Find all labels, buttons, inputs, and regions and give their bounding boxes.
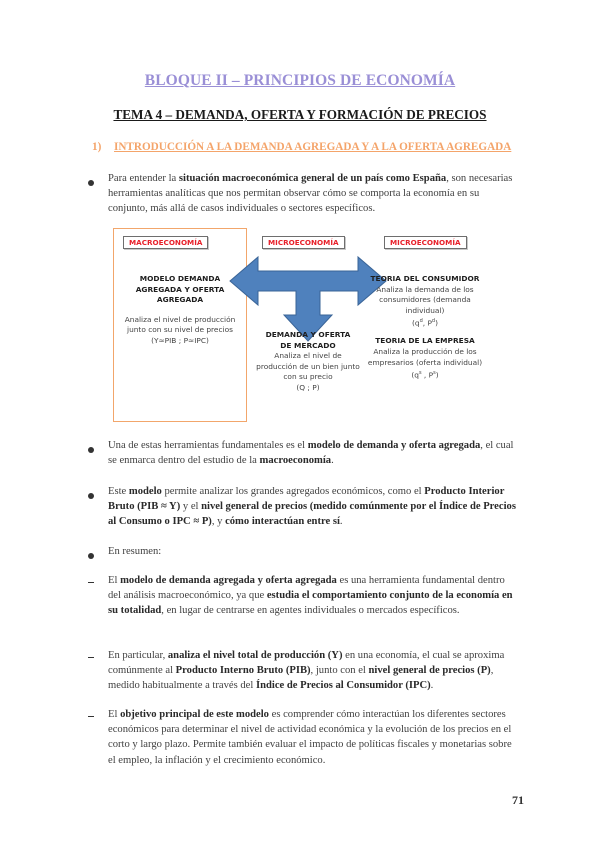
micro-right-tag: MICROECONOMÍA	[384, 236, 467, 249]
firm-theory-desc: Analiza la producción de los empresarios (oferta individual)	[367, 347, 483, 367]
consumer-theory-formula: ($q^d$, $P^d$)	[412, 318, 438, 328]
intro-text-pre: Para entender la	[108, 173, 179, 184]
bullet-paragraph	[108, 484, 518, 530]
text: En resumen:	[108, 546, 162, 557]
section-number: 1)	[92, 141, 102, 153]
micro-center-title-2: DE MERCADO	[280, 340, 336, 350]
firm-theory-formula: ($q^s$ , $P^s$)	[411, 370, 439, 380]
bold-text: nivel general de precios (P)	[368, 665, 491, 677]
page-number: 71	[512, 793, 524, 807]
section-heading	[92, 141, 511, 153]
text: Una de estas herramientas fundamentales es el	[108, 440, 308, 451]
consumer-theory-desc: Analiza la demanda de los consumidores (demanda individual)	[376, 284, 474, 315]
bold-text: modelo de demanda agregada y oferta agregada	[120, 575, 337, 586]
text: y el	[180, 501, 202, 513]
firm-theory-title: TEORIA DE LA EMPRESA	[375, 336, 475, 346]
bold-text: estudia el comportamiento conjunto de la economía en su totalidad	[108, 590, 513, 617]
bullet-icon	[88, 447, 94, 453]
arrow-shape	[230, 257, 386, 341]
section-title: INTRODUCCIÓN A LA DEMANDA AGREGADA Y A LA OFERTA AGREGADA	[114, 141, 512, 153]
text: Este	[108, 486, 129, 497]
bold-text: objetivo principal de este modelo	[120, 709, 269, 720]
macro-title: MODELO DEMANDA AGREGADA Y OFERTA AGREGADA	[135, 274, 225, 305]
text: , junto con el	[310, 665, 369, 677]
text: en una economía, el cual se aproxima comúnmente al	[108, 650, 505, 677]
micro-center-formula: (Q ; P)	[296, 382, 320, 392]
consumer-theory-title: TEORIA DEL CONSUMIDOR	[370, 274, 480, 283]
intro-text-bold: situación macroeconómica general de un país como España	[178, 173, 447, 184]
micro-center-content	[253, 330, 363, 394]
bold-text: nivel general de precios (medido comúnmente por el Índice de Precios al Consumo o IPC ≈ P)	[108, 501, 516, 528]
bold-text: analiza el nivel total de producción (Y)	[167, 650, 343, 661]
dash-paragraph	[108, 707, 518, 768]
intro-paragraph	[108, 171, 518, 217]
macro-content	[117, 274, 243, 347]
bold-text: cómo interactúan entre sí	[225, 516, 340, 528]
bullet-icon	[88, 553, 94, 559]
bold-text: modelo de demanda y oferta agregada	[307, 440, 481, 451]
text: .	[430, 680, 434, 692]
topic-title: TEMA 4 – DEMANDA, OFERTA Y FORMACIÓN DE PRECIOS	[113, 107, 487, 122]
macro-desc: Analiza el nivel de producción junto con su nivel de precios	[124, 314, 236, 335]
macro-formula: (Y≈PIB ; P≈IPC)	[151, 335, 209, 345]
text: El	[108, 709, 121, 720]
micro-center-desc: Analiza el nivel de producción de un bien junto con su precio	[256, 351, 360, 382]
micro-center-tag: MICROECONOMÍA	[262, 236, 345, 249]
text: El	[108, 575, 121, 586]
macro-tag: MACROECONOMÍA	[123, 236, 208, 249]
bold-text: modelo	[128, 486, 162, 497]
bold-text: macroeconomía	[259, 455, 332, 467]
text: , y	[211, 516, 226, 528]
micro-center-title-1: DEMANDA Y OFERTA	[265, 330, 351, 339]
bold-text: Producto Interior Bruto (PIB ≈ Y)	[108, 486, 505, 513]
text: es una herramienta fundamental dentro del análisis macroeconómico, ya que	[108, 575, 505, 602]
text: , medido habitualmente a través del	[108, 665, 494, 692]
bullet-paragraph	[108, 438, 518, 468]
bold-text: Producto Interno Bruto (PIB)	[175, 665, 311, 677]
text: En particular,	[108, 650, 168, 661]
text: permite analizar los grandes agregados económicos, como el	[161, 486, 425, 497]
economics-diagram	[113, 228, 503, 423]
text: .	[331, 455, 334, 467]
block-title: BLOQUE II – PRINCIPIOS DE ECONOMÍA	[144, 72, 456, 89]
text: , el cual se enmarca dentro del estudio de la	[108, 440, 514, 467]
text: .	[339, 516, 343, 528]
micro-right-content	[365, 274, 485, 381]
intro-text-post: , son necesarias herramientas analíticas que nos permitan observar cómo se comporta la economía en su conjunto, más allá de casos individuales o sectores específicos.	[108, 173, 513, 215]
text: es comprender cómo interactúan los diferentes sectores económicos para determinar el nivel de actividad económica y la evolución de los precios en el corto y largo plazo. Permite también evaluar el impacto de políticas fiscales y monetarias sobre el empleo, la inflación y el crecimiento económico.	[108, 709, 512, 766]
dash-paragraph	[108, 648, 518, 694]
bullet-icon	[88, 180, 94, 186]
dash-icon	[88, 582, 94, 583]
dash-icon	[88, 657, 94, 658]
bold-text: Índice de Precios al Consumidor (IPC)	[255, 680, 431, 692]
dash-paragraph	[108, 573, 518, 619]
text: , en lugar de centrarse en agentes individuales o mercados específicos.	[161, 605, 460, 617]
bullet-paragraph	[108, 544, 518, 559]
bullet-icon	[88, 493, 94, 499]
dash-icon	[88, 716, 94, 717]
